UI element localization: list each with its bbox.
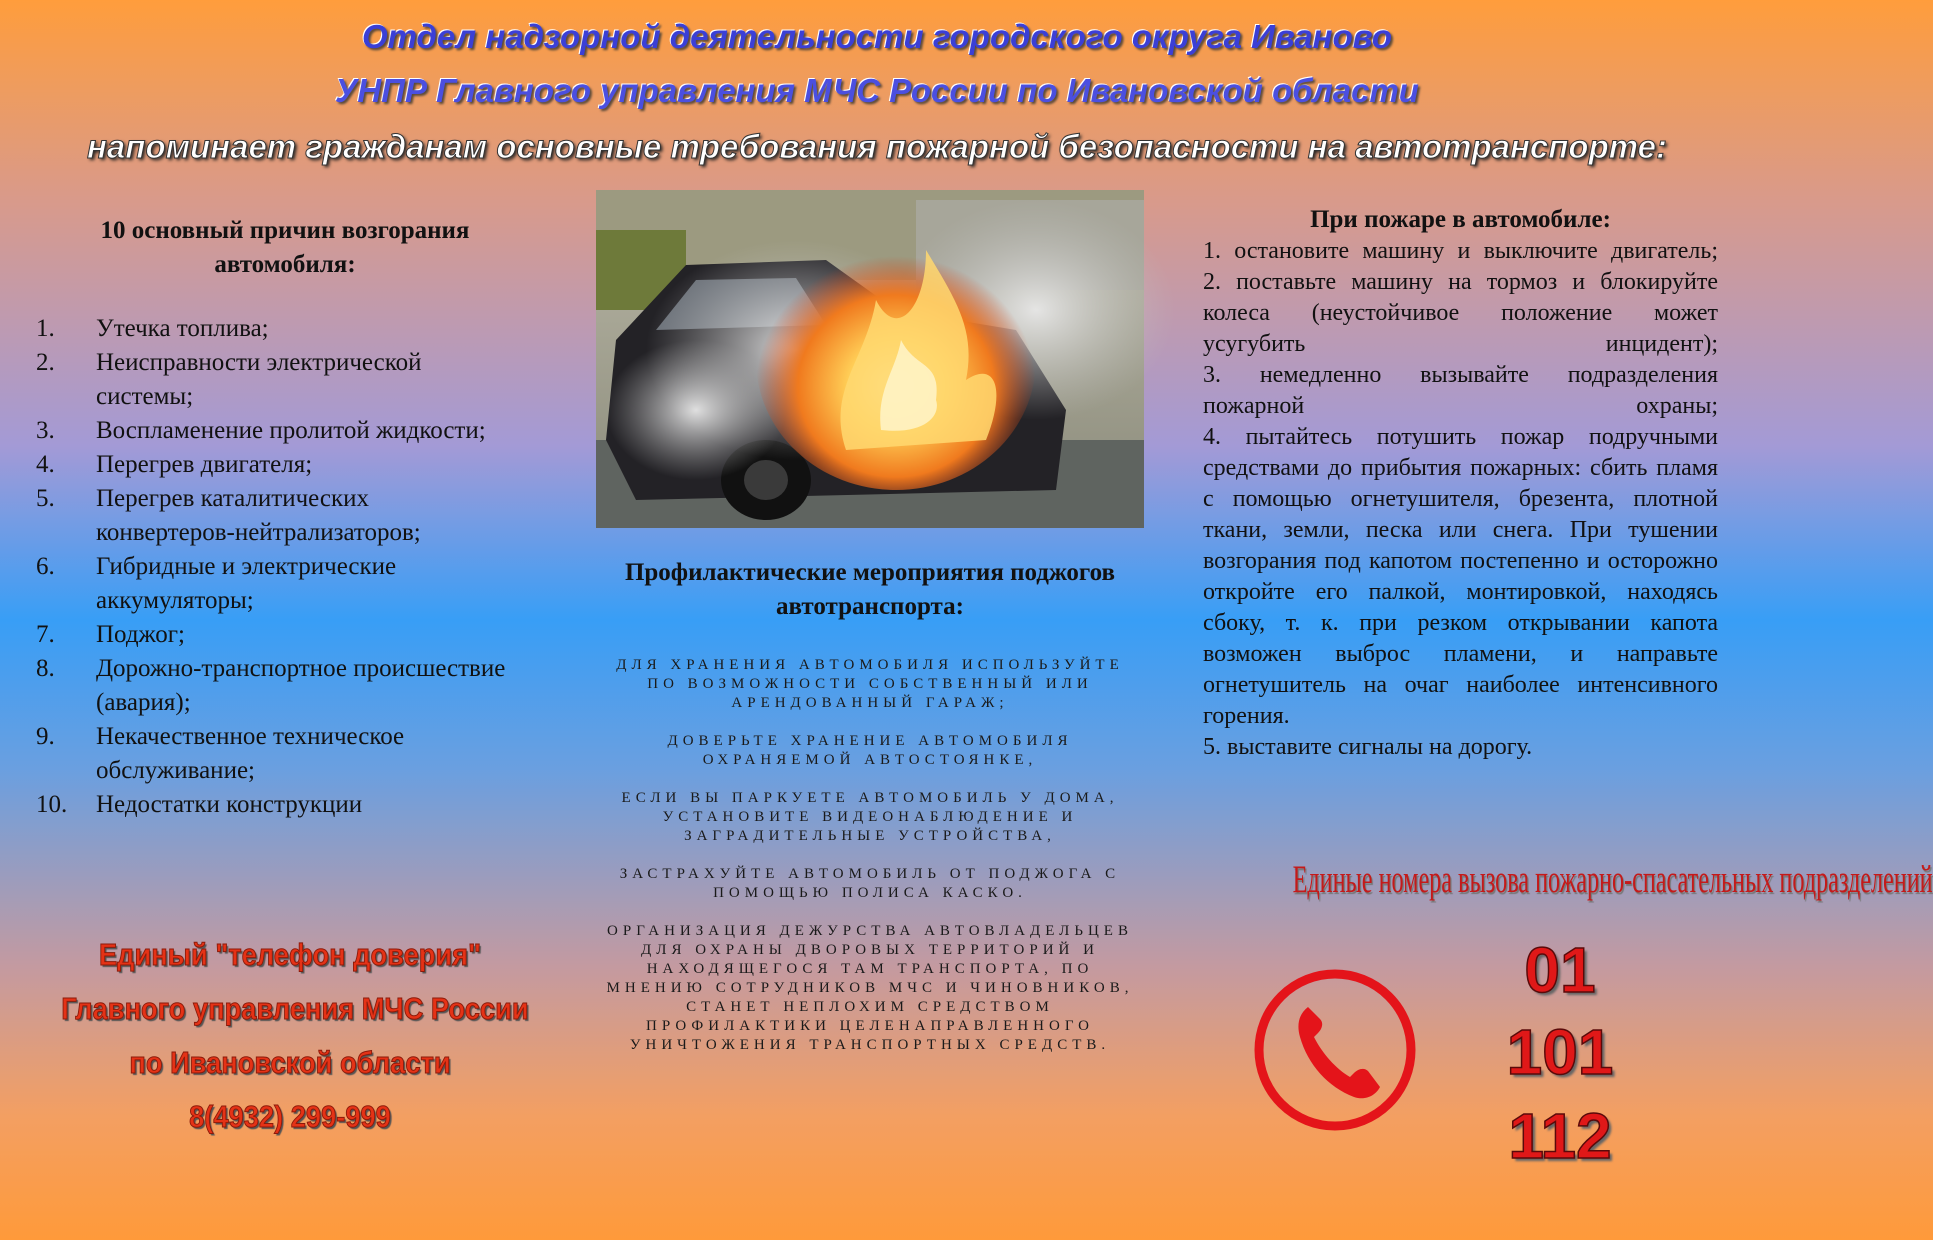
trust-phone-block (61, 928, 529, 1144)
item-text: Перегрев двигателя; (96, 451, 313, 478)
list-item: ЕСЛИ ВЫ ПАРКУЕТЕ АВТОМОБИЛЬ У ДОМА, УСТАНОВИТЕ ВИДЕОНАБЛЮДЕНИЕ И ЗАГРАДИТЕЛЬНЫЕ УСТРОЙСТВА, (621, 790, 1119, 844)
list-item: 1. остановите машину и выключите двигатель; (1203, 238, 1718, 264)
item-number: 4. (36, 451, 55, 478)
item-text: Воспламенение пролитой жидкости; (96, 417, 486, 444)
list-item: ОРГАНИЗАЦИЯ ДЕЖУРСТВА АВТОВЛАДЕЛЬЦЕВ ДЛЯ ОХРАНЫ ДВОРОВЫХ ТЕРРИТОРИЙ И НАХОДЯЩЕГОСЯ ТАМ ТРАНСПОРТА, ПО МНЕНИЮ СОТРУДНИКОВ МЧС И ЧИНОВНИКОВ, СТАНЕТ НЕПЛОХИМ СРЕДСТВОМ ПРОФИЛАКТИКИ ЦЕЛЕНАПРАВЛЕННОГО УНИЧТОЖЕНИЯ ТРАНСПОРТНЫХ СРЕДСТВ. (606, 923, 1134, 1053)
item-text: Утечка топлива; (96, 315, 269, 342)
item-text: Гибридные и электрические аккумуляторы; (96, 553, 397, 614)
fire-actions-list (1203, 236, 1718, 763)
burning-car-photo (596, 190, 1144, 528)
causes-title: 10 основный причин возгорания автомобиля: (100, 217, 470, 278)
list-item: ДОВЕРЬТЕ ХРАНЕНИЕ АВТОМОБИЛЯ ОХРАНЯЕМОЙ АВТОСТОЯНКЕ, (667, 733, 1073, 768)
list-item: 2. поставьте машину на тормоз и блокируйте колеса (неустойчивое положение может усугубить инцидент); (1203, 269, 1718, 357)
emergency-numbers-title: Единые номера вызова пожарно-спасательных подразделений (1292, 858, 1933, 901)
header-line-3: напоминает гражданам основные требования пожарной безопасности на автотранспорте: (87, 128, 1667, 165)
item-number: 7. (36, 621, 55, 648)
prevention-list (600, 656, 1140, 1074)
burning-car-image (596, 190, 1144, 528)
list-item (36, 550, 506, 618)
item-number: 3. (36, 417, 55, 444)
item-number: 9. (36, 723, 55, 750)
item-text: Неисправности электрической системы; (96, 349, 422, 410)
header-line-2: УНПР Главного управления МЧС России по Ивановской области (335, 72, 1419, 109)
item-number: 2. (36, 349, 55, 376)
item-text: Некачественное техническое обслуживание; (96, 723, 405, 784)
list-item (36, 414, 506, 448)
item-text: Перегрев каталитических конвертеров-нейтрализаторов; (96, 485, 421, 546)
emergency-number-112: 112 (1508, 1100, 1612, 1172)
item-text: Поджог; (96, 621, 185, 648)
item-number: 1. (36, 315, 55, 342)
list-item (36, 652, 506, 720)
list-item: 5. выставите сигналы на дорогу. (1203, 734, 1533, 760)
trust-line-3: по Ивановской области (129, 1045, 451, 1080)
item-text: Недостатки конструкции (96, 791, 363, 818)
list-item (36, 346, 506, 414)
item-text: Дорожно-транспортное происшествие (авария); (96, 655, 506, 716)
trust-line-1: Единый "телефон доверия" (98, 937, 482, 972)
emergency-number-101: 101 (1506, 1016, 1614, 1088)
list-item: ЗАСТРАХУЙТЕ АВТОМОБИЛЬ ОТ ПОДЖОГА С ПОМОЩЬЮ ПОЛИСА КАСКО. (619, 866, 1121, 901)
list-item: 3. немедленно вызывайте подразделения пожарной охраны; (1203, 362, 1718, 419)
list-item (36, 482, 506, 550)
item-number: 8. (36, 655, 55, 682)
item-number: 6. (36, 553, 55, 580)
item-number: 5. (36, 485, 55, 512)
fire-actions-title: При пожаре в автомобиле: (1310, 206, 1611, 233)
phone-icon (1250, 965, 1420, 1135)
list-item (36, 448, 506, 482)
emergency-number-01: 01 (1524, 934, 1596, 1006)
trust-line-2: Главного управления МЧС России (61, 991, 529, 1026)
list-item (36, 788, 506, 822)
causes-list (36, 312, 506, 822)
prevention-title: Профилактические мероприятия поджогов автотранспорта: (624, 559, 1116, 620)
item-number: 10. (36, 791, 68, 818)
trust-phone-number: 8(4932) 299-999 (189, 1099, 391, 1134)
list-item: 4. пытайтесь потушить пожар подручными средствами до прибытия пожарных: сбить пламя с помощью огнетушителя, брезента, плотной ткани, земли, песка или снега. При тушении возгорания под капотом постепенно и осторожно откройте его палкой, монтировкой, находясь сбоку, т. к. при резком открывании капота возможен выброс пламени, и направьте огнетушитель на очаг наиболее интенсивного горения. (1203, 424, 1718, 729)
list-item: ДЛЯ ХРАНЕНИЯ АВТОМОБИЛЯ ИСПОЛЬЗУЙТЕ ПО ВОЗМОЖНОСТИ СОБСТВЕННЫЙ ИЛИ АРЕНДОВАННЫЙ ГАРАЖ; (616, 657, 1124, 711)
list-item (36, 720, 506, 788)
list-item (36, 312, 506, 346)
header-line-1: Отдел надзорной деятельности городского округа Иваново (361, 18, 1393, 55)
list-item (36, 618, 506, 652)
